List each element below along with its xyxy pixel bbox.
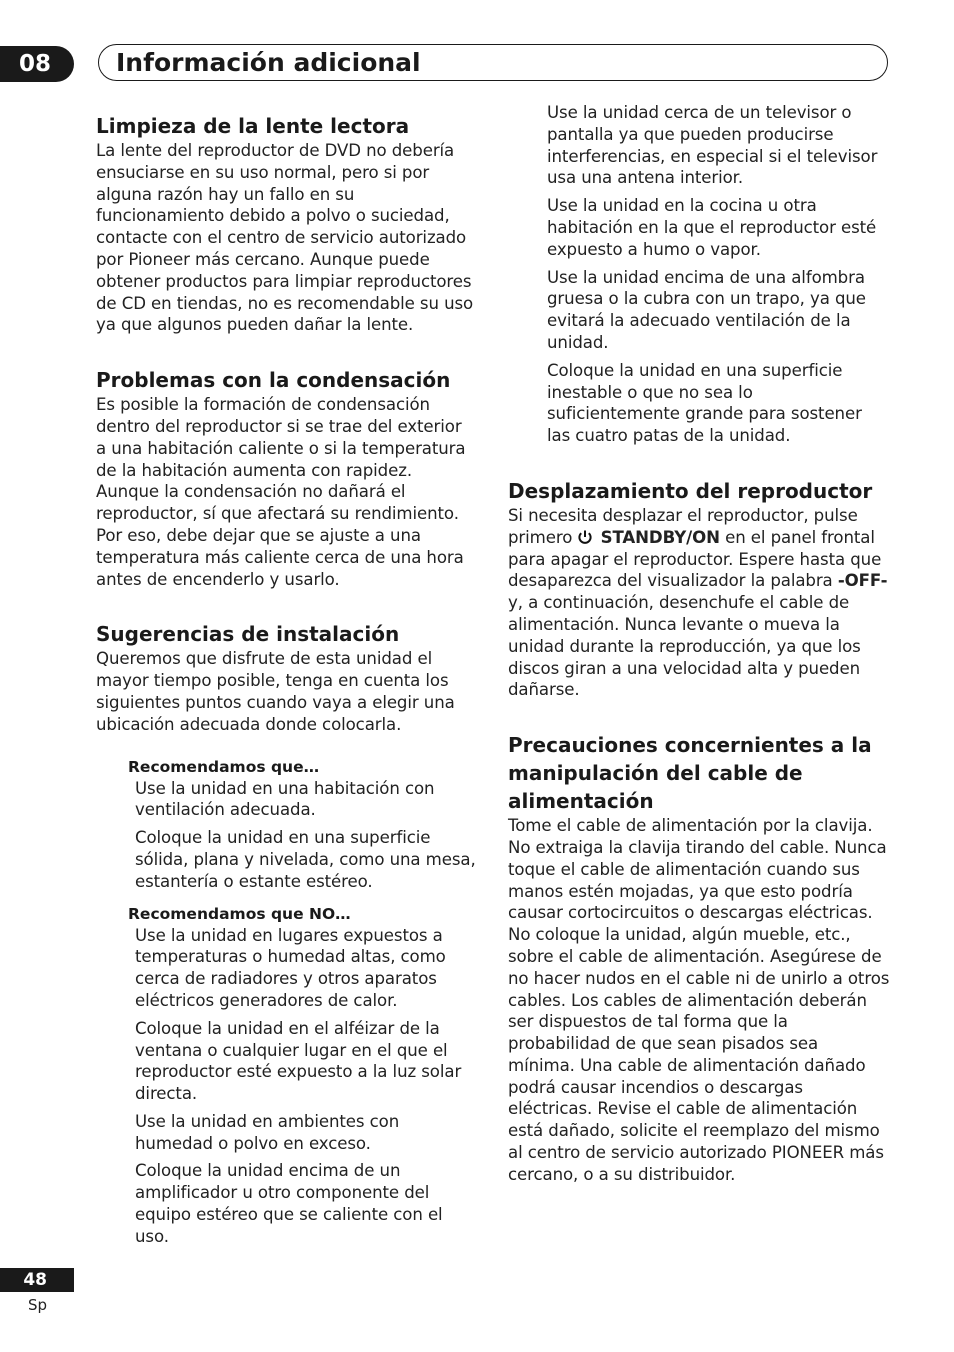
chapter-number-badge: 08 bbox=[0, 46, 74, 82]
section-title-power-cable: Precauciones concernientes a la manipulación del cable de alimentación bbox=[508, 733, 872, 814]
off-label: -OFF- bbox=[837, 571, 888, 591]
left-column bbox=[96, 112, 476, 1278]
chapter-title: Información adicional bbox=[116, 48, 421, 77]
list-item: Use la unidad en ambientes con humedad o polvo en exceso. bbox=[135, 1111, 400, 1153]
section-condensation bbox=[96, 366, 476, 590]
moving-text-middle: en el panel frontal para apagar el reproductor. Espere hasta que desaparezca del visualizador la palabra bbox=[508, 527, 882, 591]
list-item: Coloque la unidad encima de un amplificador u otro componente del equipo estéreo que se caliente con el uso. bbox=[135, 1161, 443, 1246]
not-recommend-list-continued bbox=[547, 102, 890, 447]
list-item: Use la unidad en la cocina u otra habitación en la que el reproductor esté expuesto a humo o vapor. bbox=[547, 196, 877, 259]
section-title-moving: Desplazamiento del reproductor bbox=[508, 478, 873, 503]
section-body-moving bbox=[508, 505, 890, 701]
list-item: Use la unidad en lugares expuestos a temperaturas o humedad altas, como cerca de radiadores y otros aparatos eléctricos generadores de calor. bbox=[135, 925, 446, 1010]
recommend-list bbox=[135, 778, 476, 893]
recommend-heading: Recomendamos que… bbox=[128, 757, 320, 776]
section-body-installation: Queremos que disfrute de esta unidad el mayor tiempo posible, tenga en cuenta los siguientes puntos cuando vaya a elegir una ubicación adecuada donde colocarla. bbox=[96, 649, 455, 734]
not-recommend-heading: Recomendamos que NO… bbox=[128, 904, 351, 923]
right-column bbox=[508, 103, 890, 1216]
list-item: Coloque la unidad en una superficie inestable o que no sea lo suficientemente grande para sostener las cuatro patas de la unidad. bbox=[547, 360, 862, 446]
moving-text-before: Si necesita desplazar el reproductor, pulse primero bbox=[508, 505, 858, 547]
section-lens-cleaning bbox=[96, 112, 476, 336]
moving-text-after: y, a continuación, desenchufe el cable de alimentación. Nunca levante o mueva la unidad durante la reproducción, ya que los discos giran a una velocidad alta y pueden dañarse. bbox=[508, 593, 861, 700]
section-title-lens: Limpieza de la lente lectora bbox=[96, 114, 410, 138]
section-body-lens: La lente del reproductor de DVD no debería ensuciarse en su uso normal, pero si por alguna razón hay un fallo en su funcionamiento debido a polvo o suciedad, contacte con el centro de servicio autorizado por Pioneer más cercano. Aunque puede obtener productos para limpiar reproductores de CD en tiendas, no es recomendable su uso ya que algunos pueden dañar la lente. bbox=[96, 141, 474, 335]
section-body-condensation: Es posible la formación de condensación dentro del reproductor si se trae del exterior a una habitación caliente o si la temperatura de la habitación aumenta con rapidez. Aunque la condensación no dañará el reproductor, sí que afectará su rendimiento. Por eso, debe dejar que se ajuste a una temperatura más caliente cerca de una hora antes de encenderlo y usarlo. bbox=[96, 395, 466, 589]
list-item: Use la unidad cerca de un televisor o pantalla ya que pueden producirse interferencias, en especial si el televisor usa una antena interior. bbox=[547, 103, 878, 188]
not-recommend-list bbox=[135, 925, 476, 1248]
list-item: Coloque la unidad en el alféizar de la ventana o cualquier lugar en el que el reproductor esté expuesto a la luz solar directa. bbox=[135, 1018, 462, 1104]
list-item: Use la unidad en una habitación con ventilación adecuada. bbox=[135, 778, 435, 820]
list-item: Use la unidad encima de una alfombra gruesa o la cubra con un trapo, ya que evitará la adecuado ventilación de la unidad. bbox=[547, 267, 866, 352]
power-icon bbox=[577, 529, 595, 545]
page-number: 48 bbox=[0, 1268, 74, 1292]
section-moving-player bbox=[508, 477, 890, 701]
section-title-condensation: Problemas con la condensación bbox=[96, 368, 451, 393]
section-installation bbox=[96, 620, 476, 1247]
list-item: Coloque la unidad en una superficie sólida, plana y nivelada, como una mesa, estantería o estante estéreo. bbox=[135, 828, 476, 891]
standby-on-label: STANDBY/ON bbox=[600, 527, 720, 547]
section-power-cable bbox=[508, 731, 890, 1186]
section-title-installation: Sugerencias de instalación bbox=[96, 622, 400, 647]
section-body-power-cable: Tome el cable de alimentación por la clavija. No extraiga la clavija tirando del cable. Nunca toque el cable de alimentación cuando sus manos estén mojadas, ya que esto podría causar cortocircuitos o descargas eléctricas. No coloque la unidad, algún mueble, etc., sobre el cable de alimentación. Asegúrese de no hacer nudos en el cable ni de unirlo a otros cables. Los cables de alimentación deberán ser dispuestos de tal forma que la probabilidad de que sean pisados sea mínima. Una cable de alimentación dañado podrá causar incendios o descargas eléctricas. Revise el cable de alimentación está dañado, solicite el reemplazo del mismo al centro de servicio autorizado PIONEER más cercano, o a su distribuidor. bbox=[508, 816, 890, 1184]
language-code: Sp bbox=[28, 1296, 48, 1314]
